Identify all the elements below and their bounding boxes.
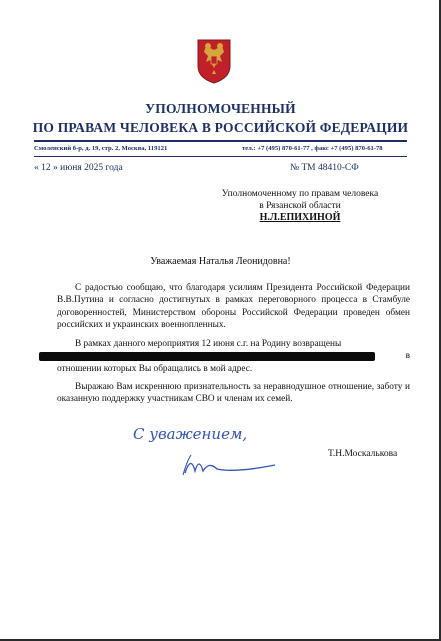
office-phones: тел.: +7 (495) 870-61-77 , факс +7 (495) 870-61-78 xyxy=(242,145,383,152)
body-paragraph-1: С радостью сообщаю, что благодаря усилиям Президента Российской Федерации В.В.Путина и согласно достигнутых в рамках переговорного процесса в Стамбуле договоренностей, Министерством обороны Российской Федерации проведен обмен российских и украинских военнопленных. xyxy=(57,283,410,331)
handwritten-closing: С уважением, xyxy=(133,425,248,443)
redacted-names-bar xyxy=(39,352,375,361)
registration-number: № ТМ 48410-СФ xyxy=(290,163,359,173)
header-divider-thick xyxy=(34,140,407,142)
recipient-region: в Рязанской области xyxy=(259,201,341,211)
russian-coat-of-arms-icon xyxy=(196,38,232,84)
letter-date: « 12 » июня 2025 года xyxy=(34,163,123,173)
paragraph-2-start: В рамках данного мероприятия 12 июня с.г. на Родину возвращены xyxy=(75,339,342,349)
signer-name: Т.Н.Москалькова xyxy=(328,449,398,459)
recipient-name: Н.Л.ЕПИХИНОЙ xyxy=(259,212,341,223)
body-paragraph-3: Выражаю Вам искреннюю признательность за неравнодушное отношение, заботу и оказанную поддержку участникам СВО и членам их семей. xyxy=(57,382,410,405)
org-title-line1: УПОЛНОМОЧЕННЫЙ xyxy=(145,101,296,116)
salutation: Уважаемая Наталья Леонидовна! xyxy=(150,256,291,267)
header-divider-thin xyxy=(34,156,407,157)
body-paragraph-2 xyxy=(57,338,410,375)
org-title-line2: ПО ПРАВАМ ЧЕЛОВЕКА В РОССИЙСКОЙ ФЕДЕРАЦИИ xyxy=(32,120,409,135)
recipient-block xyxy=(200,188,400,224)
paragraph-2-end: в отношении которых Вы обращались в мой адрес. xyxy=(57,351,410,374)
recipient-title: Уполномоченному по правам человека xyxy=(221,189,379,199)
office-address: Смоленский б-р, д. 19, стр. 2, Москва, 119121 xyxy=(34,145,168,152)
handwritten-signature xyxy=(125,415,295,485)
